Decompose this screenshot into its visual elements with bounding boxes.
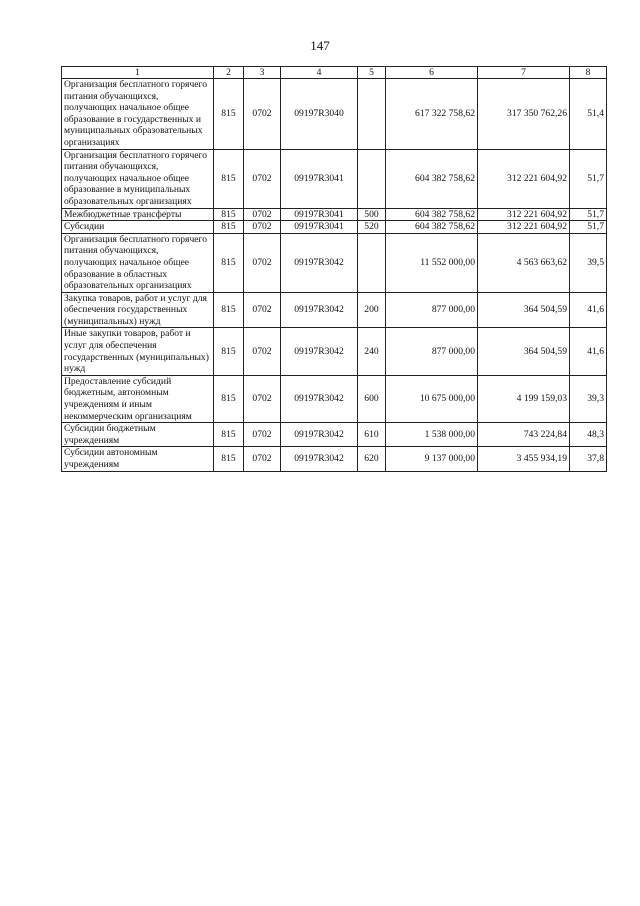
header-cell: 6 <box>386 67 478 79</box>
header-cell: 3 <box>244 67 281 79</box>
row-expense-type: 240 <box>358 328 386 375</box>
row-section-code: 0702 <box>244 221 281 234</box>
table-row <box>62 375 607 422</box>
row-expense-type <box>358 233 386 292</box>
row-target-code: 09197R3042 <box>281 328 358 375</box>
row-admin-code: 815 <box>214 292 244 328</box>
row-admin-code: 815 <box>214 79 244 150</box>
row-section-code: 0702 <box>244 423 281 447</box>
row-name: Предоставление субсидий бюджетным, автономным учреждениям и иным некоммерческим организациям <box>62 375 214 422</box>
row-plan-amount: 11 552 000,00 <box>386 233 478 292</box>
row-name: Субсидии <box>62 221 214 234</box>
table-header <box>62 67 607 79</box>
row-expense-type: 620 <box>358 447 386 471</box>
row-admin-code: 815 <box>214 149 244 208</box>
row-expense-type: 610 <box>358 423 386 447</box>
row-target-code: 09197R3041 <box>281 149 358 208</box>
row-fact-amount: 312 221 604,92 <box>478 149 570 208</box>
row-admin-code: 815 <box>214 328 244 375</box>
header-cell: 5 <box>358 67 386 79</box>
row-section-code: 0702 <box>244 208 281 221</box>
row-section-code: 0702 <box>244 447 281 471</box>
table-row <box>62 423 607 447</box>
table-row <box>62 328 607 375</box>
row-section-code: 0702 <box>244 233 281 292</box>
row-admin-code: 815 <box>214 375 244 422</box>
row-admin-code: 815 <box>214 233 244 292</box>
table-row <box>62 79 607 150</box>
row-percent: 51,7 <box>570 149 607 208</box>
row-name: Организация бесплатного горячего питания обучающихся, получающих начальное общее образование в муниципальных образовательных организациях <box>62 149 214 208</box>
row-percent: 51,4 <box>570 79 607 150</box>
row-target-code: 09197R3042 <box>281 423 358 447</box>
row-name: Закупка товаров, работ и услуг для обеспечения государственных (муниципальных) нужд <box>62 292 214 328</box>
row-target-code: 09197R3042 <box>281 447 358 471</box>
table-row <box>62 208 607 221</box>
row-plan-amount: 9 137 000,00 <box>386 447 478 471</box>
row-percent: 39,3 <box>570 375 607 422</box>
row-target-code: 09197R3041 <box>281 208 358 221</box>
row-plan-amount: 604 382 758,62 <box>386 208 478 221</box>
row-percent: 51,7 <box>570 208 607 221</box>
row-name: Субсидии бюджетным учреждениям <box>62 423 214 447</box>
row-fact-amount: 317 350 762,26 <box>478 79 570 150</box>
header-cell: 7 <box>478 67 570 79</box>
row-name: Организация бесплатного горячего питания обучающихся, получающих начальное общее образование в государственных и муниципальных образовательных организациях <box>62 79 214 150</box>
row-name: Организация бесплатного горячего питания обучающихся, получающих начальное общее образование в областных образовательных организациях <box>62 233 214 292</box>
row-target-code: 09197R3042 <box>281 233 358 292</box>
row-admin-code: 815 <box>214 221 244 234</box>
row-fact-amount: 4 199 159,03 <box>478 375 570 422</box>
row-section-code: 0702 <box>244 375 281 422</box>
row-target-code: 09197R3042 <box>281 375 358 422</box>
row-fact-amount: 3 455 934,19 <box>478 447 570 471</box>
table-row <box>62 447 607 471</box>
row-section-code: 0702 <box>244 328 281 375</box>
row-fact-amount: 312 221 604,92 <box>478 208 570 221</box>
row-admin-code: 815 <box>214 208 244 221</box>
table-row <box>62 292 607 328</box>
row-fact-amount: 4 563 663,62 <box>478 233 570 292</box>
row-plan-amount: 617 322 758,62 <box>386 79 478 150</box>
table-row <box>62 149 607 208</box>
header-cell: 4 <box>281 67 358 79</box>
row-fact-amount: 743 224,84 <box>478 423 570 447</box>
row-target-code: 09197R3040 <box>281 79 358 150</box>
row-plan-amount: 604 382 758,62 <box>386 149 478 208</box>
row-section-code: 0702 <box>244 292 281 328</box>
row-name: Субсидии автономным учреждениям <box>62 447 214 471</box>
row-name: Иные закупки товаров, работ и услуг для обеспечения государственных (муниципальных) нужд <box>62 328 214 375</box>
table-row <box>62 221 607 234</box>
header-cell: 8 <box>570 67 607 79</box>
row-percent: 41,6 <box>570 292 607 328</box>
row-target-code: 09197R3042 <box>281 292 358 328</box>
row-admin-code: 815 <box>214 447 244 471</box>
table-body <box>62 79 607 472</box>
header-cell: 2 <box>214 67 244 79</box>
row-plan-amount: 877 000,00 <box>386 328 478 375</box>
row-percent: 48,3 <box>570 423 607 447</box>
row-expense-type <box>358 149 386 208</box>
row-plan-amount: 604 382 758,62 <box>386 221 478 234</box>
row-plan-amount: 10 675 000,00 <box>386 375 478 422</box>
row-expense-type: 200 <box>358 292 386 328</box>
row-expense-type: 600 <box>358 375 386 422</box>
page-number: 147 <box>310 38 330 53</box>
header-cell: 1 <box>62 67 214 79</box>
row-section-code: 0702 <box>244 149 281 208</box>
table-row <box>62 233 607 292</box>
row-percent: 37,8 <box>570 447 607 471</box>
row-admin-code: 815 <box>214 423 244 447</box>
budget-table <box>61 66 607 472</box>
row-expense-type: 500 <box>358 208 386 221</box>
row-name: Межбюджетные трансферты <box>62 208 214 221</box>
row-fact-amount: 364 504,59 <box>478 292 570 328</box>
row-percent: 51,7 <box>570 221 607 234</box>
row-plan-amount: 1 538 000,00 <box>386 423 478 447</box>
row-percent: 39,5 <box>570 233 607 292</box>
header-row <box>62 67 607 79</box>
row-percent: 41,6 <box>570 328 607 375</box>
row-plan-amount: 877 000,00 <box>386 292 478 328</box>
row-expense-type: 520 <box>358 221 386 234</box>
row-expense-type <box>358 79 386 150</box>
row-fact-amount: 364 504,59 <box>478 328 570 375</box>
row-target-code: 09197R3041 <box>281 221 358 234</box>
row-fact-amount: 312 221 604,92 <box>478 221 570 234</box>
row-section-code: 0702 <box>244 79 281 150</box>
